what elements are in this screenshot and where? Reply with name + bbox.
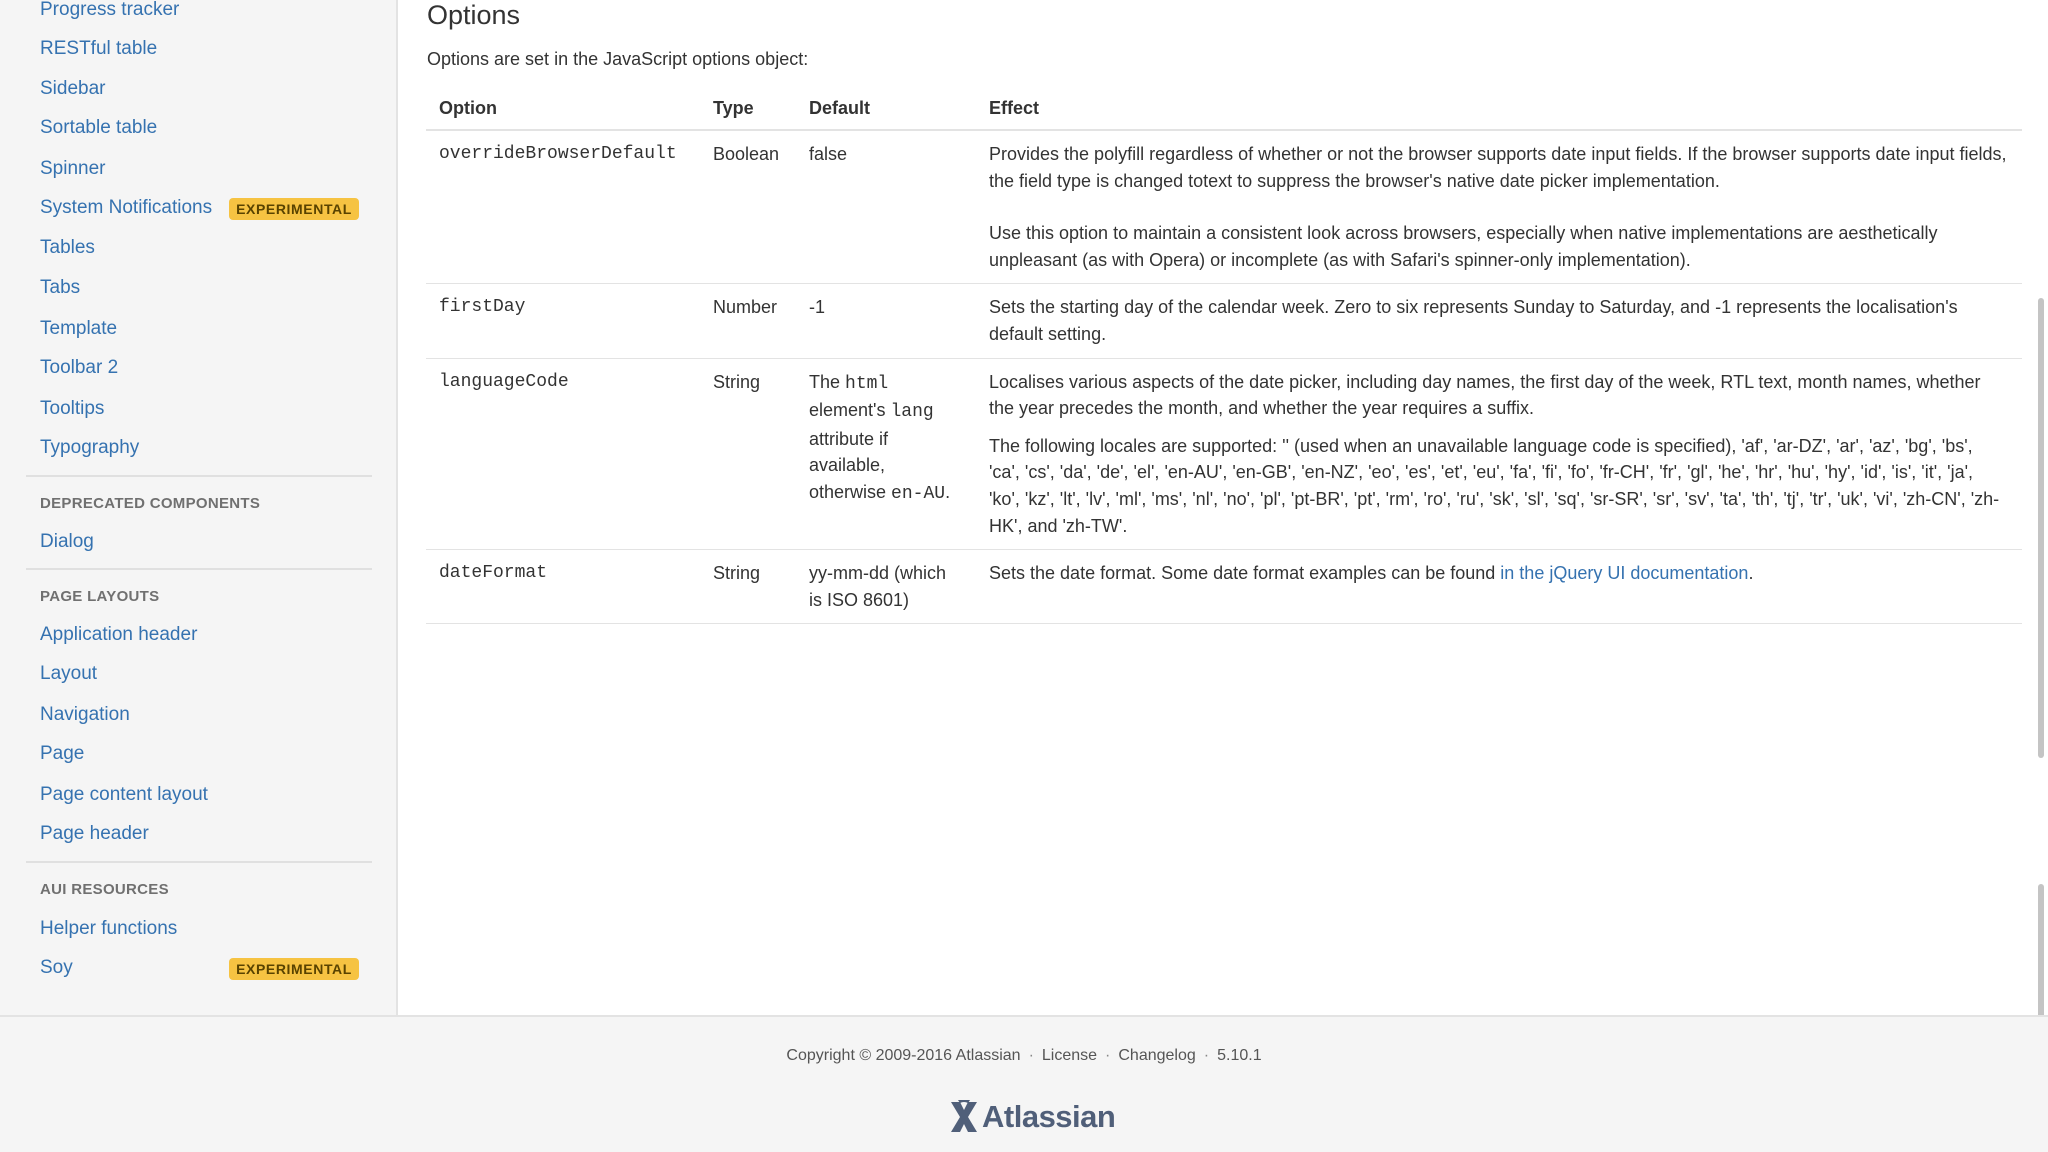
default-code-html: html	[845, 373, 889, 394]
sidebar-item-restful-table[interactable]: RESTful table	[40, 38, 158, 59]
section-title: Options	[427, 0, 521, 30]
option-name: overrideBrowserDefault	[426, 130, 700, 284]
section-heading-page-layouts: PAGE LAYOUTS	[40, 588, 160, 605]
experimental-badge: EXPERIMENTAL	[229, 198, 359, 220]
option-type: Boolean	[700, 130, 796, 284]
changelog-link[interactable]: Changelog	[1118, 1047, 1196, 1064]
sidebar-item-sortable-table[interactable]: Sortable table	[40, 117, 158, 138]
default-code-lang: lang	[890, 402, 934, 423]
separator: ·	[1203, 1047, 1210, 1064]
option-name: dateFormat	[426, 550, 700, 624]
effect-paragraph: The following locales are supported: '' (used when an unavailable language code is specified), 'af', 'ar-DZ', 'ar', 'az', 'bg', 'bs', 'ca', 'cs', 'da', 'de', 'el', 'en-AU', 'en-GB', 'en-NZ', 'eo', 'es', 'et', 'eu', 'fa', 'fi', 'fo', 'fr-CH', 'fr', 'gl', 'he', 'hr', 'hu', 'hy', 'id', 'is', 'it', 'ja', 'ko', 'kz', 'lt', 'lv', 'ml', 'ms', 'nl', 'no', 'pl', 'pt-BR', 'pt', 'rm', 'ro', 'ru', 'sk', 'sl', 'sq', 'sr-SR', 'sr', 'sv', 'ta', 'th', 'tj', 'tr', 'uk', 'vi', 'zh-CN', 'zh-HK', and 'zh-TW'.	[989, 435, 2000, 536]
section-divider	[26, 861, 372, 863]
sidebar-item-template[interactable]: Template	[40, 318, 118, 339]
effect-text: .	[1748, 563, 1754, 584]
option-effect	[976, 130, 2022, 284]
license-link[interactable]: License	[1041, 1047, 1098, 1064]
main-content	[400, 0, 2040, 1015]
option-default: -1	[796, 284, 976, 358]
copyright-text: Copyright © 2009-2016 Atlassian	[786, 1047, 1021, 1064]
default-text: element's	[809, 400, 891, 421]
table-row	[426, 130, 2022, 284]
effect-paragraph: Provides the polyfill regardless of whether or not the browser supports date input fields. If the browser supports date input fields, the field type is changed totext to suppress the browser's native date picker implementation.	[989, 144, 2007, 191]
table-row	[426, 284, 2022, 358]
sidebar-item-typography[interactable]: Typography	[40, 437, 140, 458]
option-effect	[976, 358, 2022, 550]
table-row	[426, 550, 2022, 624]
option-name: firstDay	[426, 284, 700, 358]
option-type: Number	[700, 284, 796, 358]
option-type: String	[700, 550, 796, 624]
option-type: String	[700, 358, 796, 550]
sidebar-item-tooltips[interactable]: Tooltips	[40, 398, 105, 419]
sidebar-item-layout[interactable]: Layout	[40, 663, 98, 684]
sidebar-item-system-notifications[interactable]: System Notifications	[40, 197, 213, 218]
sidebar-item-dialog[interactable]: Dialog	[40, 531, 94, 552]
default-text: .	[945, 481, 951, 502]
sidebar-item-sidebar[interactable]: Sidebar	[40, 78, 106, 99]
sidebar-item-spinner[interactable]: Spinner	[40, 158, 106, 179]
sidebar-item-application-header[interactable]: Application header	[40, 624, 198, 645]
effect-paragraph: Sets the starting day of the calendar week. Zero to six represents Sunday to Saturday, and -1 represents the localisation's default setting.	[989, 297, 1958, 344]
column-header-option: Option	[426, 93, 700, 130]
intro-text: Options are set in the JavaScript options object:	[427, 49, 809, 69]
effect-paragraph: Localises various aspects of the date picker, including day names, the first day of the week, RTL text, month names, whether the year precedes the month, and whether the year requires a suffix.	[989, 371, 1981, 419]
sidebar-item-page-content-layout[interactable]: Page content layout	[40, 784, 208, 805]
column-header-default: Default	[796, 93, 976, 130]
option-effect	[976, 284, 2022, 358]
atlassian-logo-icon	[948, 1100, 980, 1134]
sidebar-item-tables[interactable]: Tables	[40, 237, 95, 258]
effect-paragraph: Use this option to maintain a consistent look across browsers, especially when native implementations are aesthetically unpleasant (as with Opera) or incomplete (as with Safari's spinner-only implementation).	[989, 223, 1938, 270]
vertical-scrollbar[interactable]	[2034, 0, 2048, 1152]
column-header-effect: Effect	[976, 93, 2022, 130]
default-code-locale: en-AU	[891, 483, 946, 504]
option-name: languageCode	[426, 358, 700, 550]
sidebar-item-page[interactable]: Page	[40, 743, 85, 764]
section-divider	[26, 475, 372, 477]
option-default	[796, 358, 976, 550]
footer	[0, 1015, 2048, 1152]
separator: ·	[1028, 1047, 1034, 1064]
atlassian-logo[interactable]	[948, 1097, 1115, 1137]
experimental-badge: EXPERIMENTAL	[229, 958, 359, 980]
default-text: The	[809, 371, 846, 392]
footer-links	[0, 1047, 2048, 1065]
section-divider	[26, 568, 372, 570]
options-table	[426, 93, 2022, 624]
effect-text: Sets the date format. Some date format examples can be found	[989, 563, 1501, 584]
option-default: false	[796, 130, 976, 284]
section-heading-deprecated: DEPRECATED COMPONENTS	[40, 495, 261, 512]
section-heading-aui-resources: AUI RESOURCES	[40, 881, 169, 898]
sidebar-item-page-header[interactable]: Page header	[40, 823, 149, 844]
option-effect	[976, 550, 2022, 624]
sidebar-item-progress-tracker[interactable]: Progress tracker	[40, 0, 180, 20]
option-default: yy-mm-dd (which is ISO 8601)	[796, 550, 976, 624]
table-header-row	[426, 93, 2022, 130]
table-row	[426, 358, 2022, 550]
separator: ·	[1105, 1047, 1111, 1064]
sidebar-item-navigation[interactable]: Navigation	[40, 704, 130, 725]
sidebar	[0, 0, 398, 1015]
sidebar-item-tabs[interactable]: Tabs	[40, 277, 81, 298]
column-header-type: Type	[700, 93, 796, 130]
sidebar-item-soy[interactable]: Soy	[40, 957, 73, 978]
logo-text: Atlassian	[982, 1099, 1116, 1134]
jquery-ui-docs-link[interactable]: in the jQuery UI documentation	[1500, 563, 1749, 584]
scrollbar-thumb[interactable]	[2038, 298, 2044, 758]
sidebar-item-helper-functions[interactable]: Helper functions	[40, 918, 178, 939]
version-text: 5.10.1	[1217, 1047, 1262, 1064]
sidebar-item-toolbar-2[interactable]: Toolbar 2	[40, 357, 119, 378]
default-text: attribute if available, otherwise	[809, 428, 892, 502]
